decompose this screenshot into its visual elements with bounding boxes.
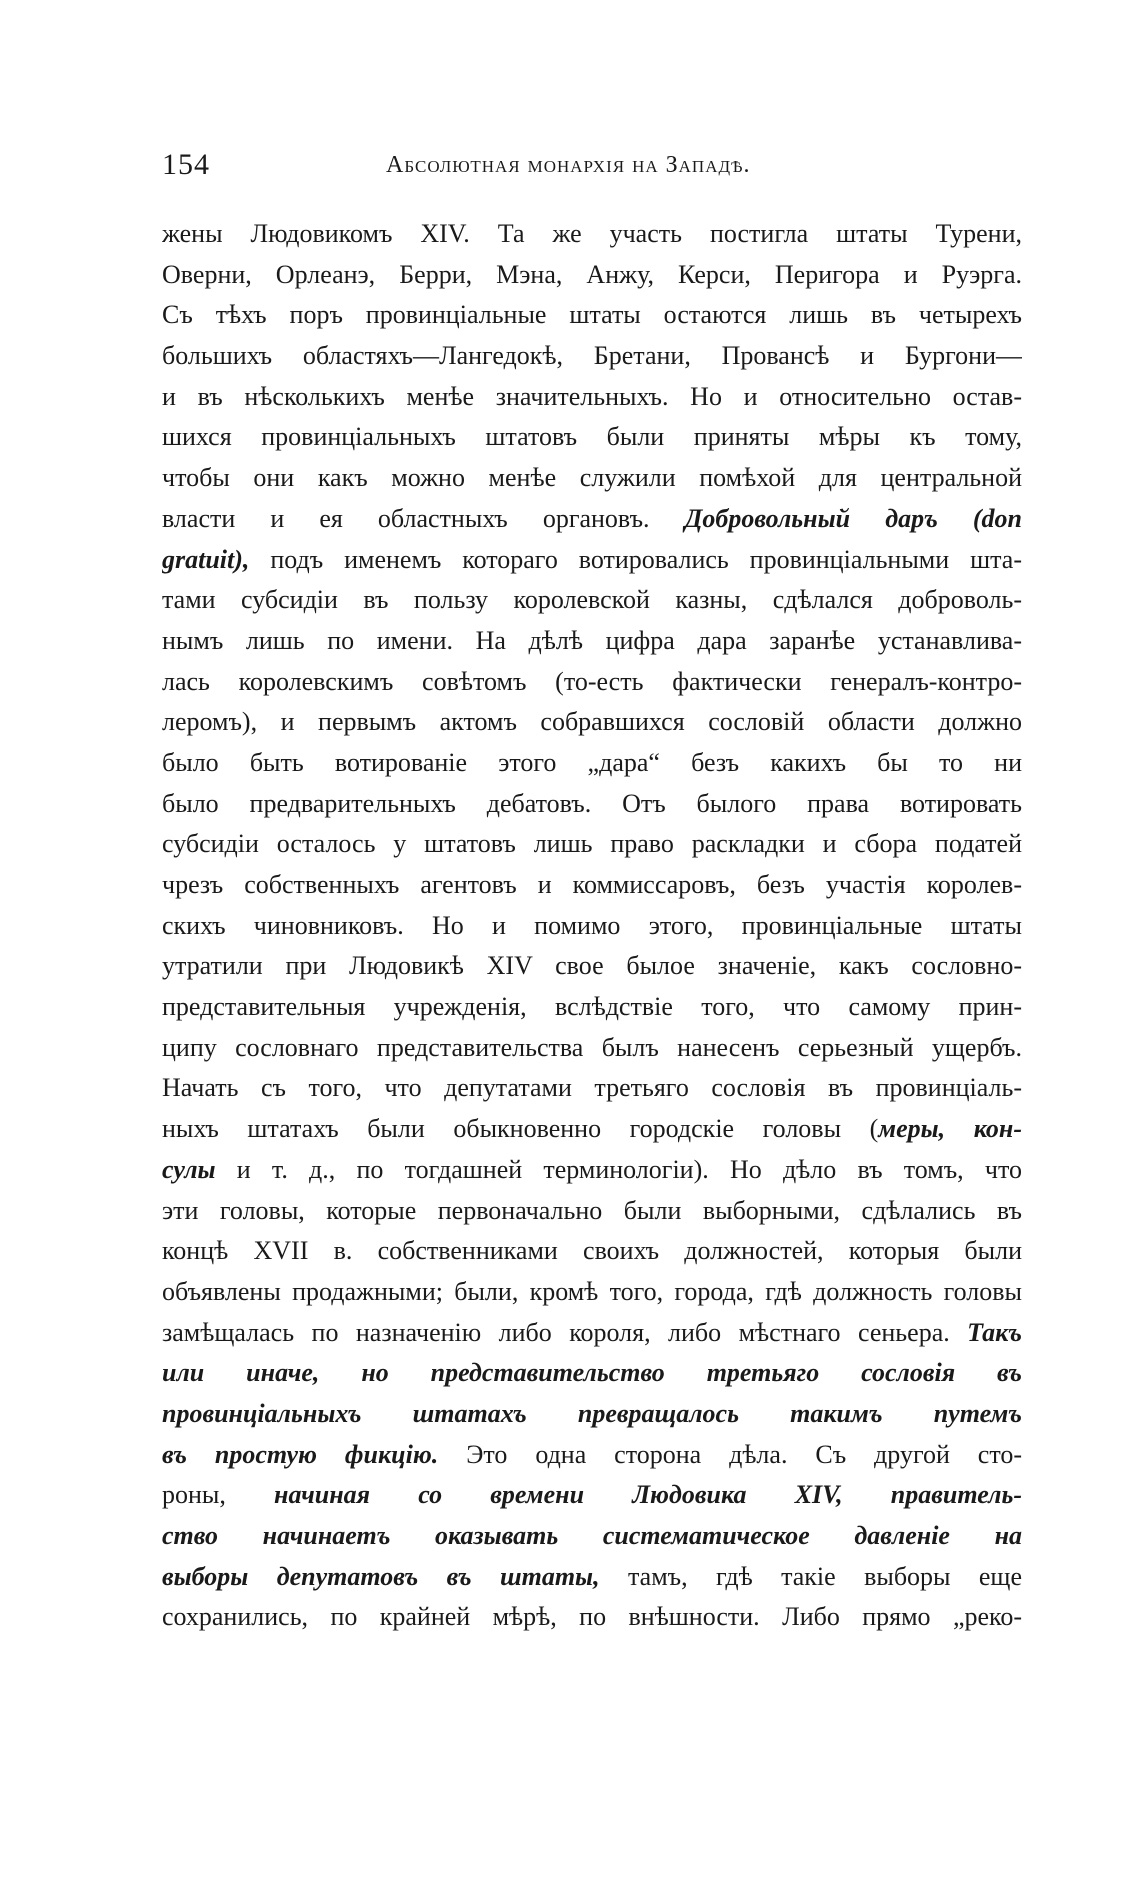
text-line bbox=[162, 702, 1022, 743]
text-segment: скихъ чиновниковъ. Но и помимо этого, провинціальные штаты bbox=[162, 910, 1022, 940]
text-line bbox=[162, 1068, 1022, 1109]
text-segment: ныхъ штатахъ были обыкновенно городскіе головы ( bbox=[162, 1114, 879, 1144]
text-line bbox=[162, 743, 1022, 784]
text-segment: большихъ областяхъ—Лангедокѣ, Бретани, Провансѣ и Бургони— bbox=[162, 341, 1022, 371]
text-line bbox=[162, 946, 1022, 987]
italic-text-segment: или иначе, но представительство третьяго сословія въ bbox=[162, 1358, 1022, 1388]
text-segment: субсидіи осталось у штатовъ лишь право раскладки и сбора податей bbox=[162, 829, 1022, 859]
text-line bbox=[162, 1435, 1022, 1476]
text-line bbox=[162, 499, 1022, 540]
text-line bbox=[162, 255, 1022, 296]
text-line bbox=[162, 1272, 1022, 1313]
text-segment: эти головы, которые первоначально были выборными, сдѣлались въ bbox=[162, 1195, 1022, 1225]
italic-text-segment: сулы bbox=[162, 1154, 216, 1184]
text-segment: ципу сословнаго представительства былъ нанесенъ серьезный ущербъ. bbox=[162, 1032, 1022, 1062]
italic-text-segment: въ простую фикцію. bbox=[162, 1439, 439, 1469]
text-line bbox=[162, 906, 1022, 947]
text-segment: Начать съ того, что депутатами третьяго сословія въ провинціаль- bbox=[162, 1073, 1022, 1103]
text-segment: тамъ, гдѣ такіе выборы еще bbox=[599, 1561, 1022, 1591]
text-segment: роны, bbox=[162, 1480, 275, 1510]
text-line bbox=[162, 1028, 1022, 1069]
text-line bbox=[162, 1597, 1022, 1638]
italic-text-segment: ство начинаетъ оказывать систематическое давленіе на bbox=[162, 1521, 1022, 1550]
text-segment: и т. д., по тогдашней терминологіи). Но дѣло въ томъ, что bbox=[215, 1154, 1022, 1184]
text-line bbox=[162, 1109, 1022, 1150]
text-line bbox=[162, 1353, 1022, 1394]
text-line bbox=[162, 1475, 1022, 1516]
text-line bbox=[162, 1394, 1022, 1435]
text-segment: утратили при Людовикѣ XIV свое былое значеніе, какъ сословно- bbox=[162, 951, 1022, 981]
text-line bbox=[162, 214, 1022, 255]
text-segment: леромъ), и первымъ актомъ собравшихся сословій области должно bbox=[162, 707, 1022, 737]
page-header bbox=[162, 148, 1022, 188]
text-line bbox=[162, 336, 1022, 377]
text-segment: жены Людовикомъ XIV. Та же участь постигла штаты Турени, bbox=[162, 219, 1022, 248]
text-segment: представительныя учрежденія, вслѣдствіе того, что самому прин- bbox=[162, 992, 1022, 1022]
text-segment: тами субсидіи въ пользу королевской казны, сдѣлался доброволь- bbox=[162, 585, 1022, 615]
text-segment: сохранились, по крайней мѣрѣ, по внѣшности. Либо прямо „реко- bbox=[162, 1602, 1022, 1632]
text-segment: было быть вотированіе этого „дара“ безъ какихъ бы то ни bbox=[162, 747, 1022, 777]
text-segment: чтобы они какъ можно менѣе служили помѣхой для центральной bbox=[162, 463, 1022, 493]
running-title: Абсолютная монархія на Западѣ. bbox=[386, 152, 751, 178]
text-segment: чрезъ собственныхъ агентовъ и коммиссаровъ, безъ участія королев- bbox=[162, 870, 1022, 899]
italic-text-segment: Добровольный даръ (don bbox=[684, 503, 1022, 533]
text-segment: Съ тѣхъ поръ провинціальные штаты остаются лишь въ четырехъ bbox=[162, 300, 1022, 330]
text-line bbox=[162, 458, 1022, 499]
text-segment: шихся провинціальныхъ штатовъ были приняты мѣры къ тому, bbox=[162, 422, 1022, 452]
text-line bbox=[162, 377, 1022, 418]
text-line bbox=[162, 1313, 1022, 1354]
text-segment: замѣщалась по назначенію либо короля, либо мѣстнаго сеньера. bbox=[162, 1317, 968, 1347]
page-number: 154 bbox=[162, 148, 210, 181]
text-line bbox=[162, 662, 1022, 703]
text-line bbox=[162, 987, 1022, 1028]
text-line bbox=[162, 417, 1022, 458]
text-line bbox=[162, 1191, 1022, 1232]
text-segment: объявлены продажными; были, кромѣ того, города, гдѣ должность головы bbox=[162, 1276, 1022, 1306]
italic-text-segment: Такъ bbox=[967, 1317, 1022, 1347]
italic-text-segment: gratuit), bbox=[162, 544, 250, 574]
italic-text-segment: начиная со времени Людовика XIV, правитель- bbox=[274, 1480, 1022, 1510]
text-segment: Это одна сторона дѣла. Съ другой сто- bbox=[438, 1439, 1022, 1469]
italic-text-segment: провинціальныхъ штатахъ превращалось такимъ путемъ bbox=[162, 1398, 1022, 1428]
text-line bbox=[162, 1231, 1022, 1272]
text-segment: нымъ лишь по имени. На дѣлѣ цифра дара заранѣе устанавлива- bbox=[162, 625, 1022, 655]
text-line bbox=[162, 1150, 1022, 1191]
text-line bbox=[162, 1557, 1022, 1598]
text-segment: было предварительныхъ дебатовъ. Отъ былого права вотировать bbox=[162, 788, 1022, 818]
body-text bbox=[162, 214, 1022, 1638]
text-line bbox=[162, 295, 1022, 336]
italic-text-segment: выборы депутатовъ въ штаты, bbox=[162, 1561, 600, 1591]
text-segment: и въ нѣсколькихъ менѣе значительныхъ. Но и относительно остав- bbox=[162, 381, 1022, 411]
text-segment: власти и ея областныхъ органовъ. bbox=[162, 503, 685, 533]
text-segment: Оверни, Орлеанэ, Берри, Мэна, Анжу, Керси, Перигора и Руэрга. bbox=[162, 259, 1022, 289]
italic-text-segment: меры, кон- bbox=[878, 1114, 1022, 1144]
text-segment: лась королевскимъ совѣтомъ (то-есть фактически генералъ-контро- bbox=[162, 666, 1022, 696]
text-line bbox=[162, 824, 1022, 865]
text-segment: подъ именемъ котораго вотировались провинціальными шта- bbox=[249, 544, 1022, 574]
text-line bbox=[162, 540, 1022, 581]
text-line bbox=[162, 1516, 1022, 1557]
text-line bbox=[162, 580, 1022, 621]
text-line bbox=[162, 865, 1022, 906]
text-line bbox=[162, 621, 1022, 662]
text-segment: концѣ XVII в. собственниками своихъ должностей, которыя были bbox=[162, 1236, 1022, 1266]
text-line bbox=[162, 784, 1022, 825]
